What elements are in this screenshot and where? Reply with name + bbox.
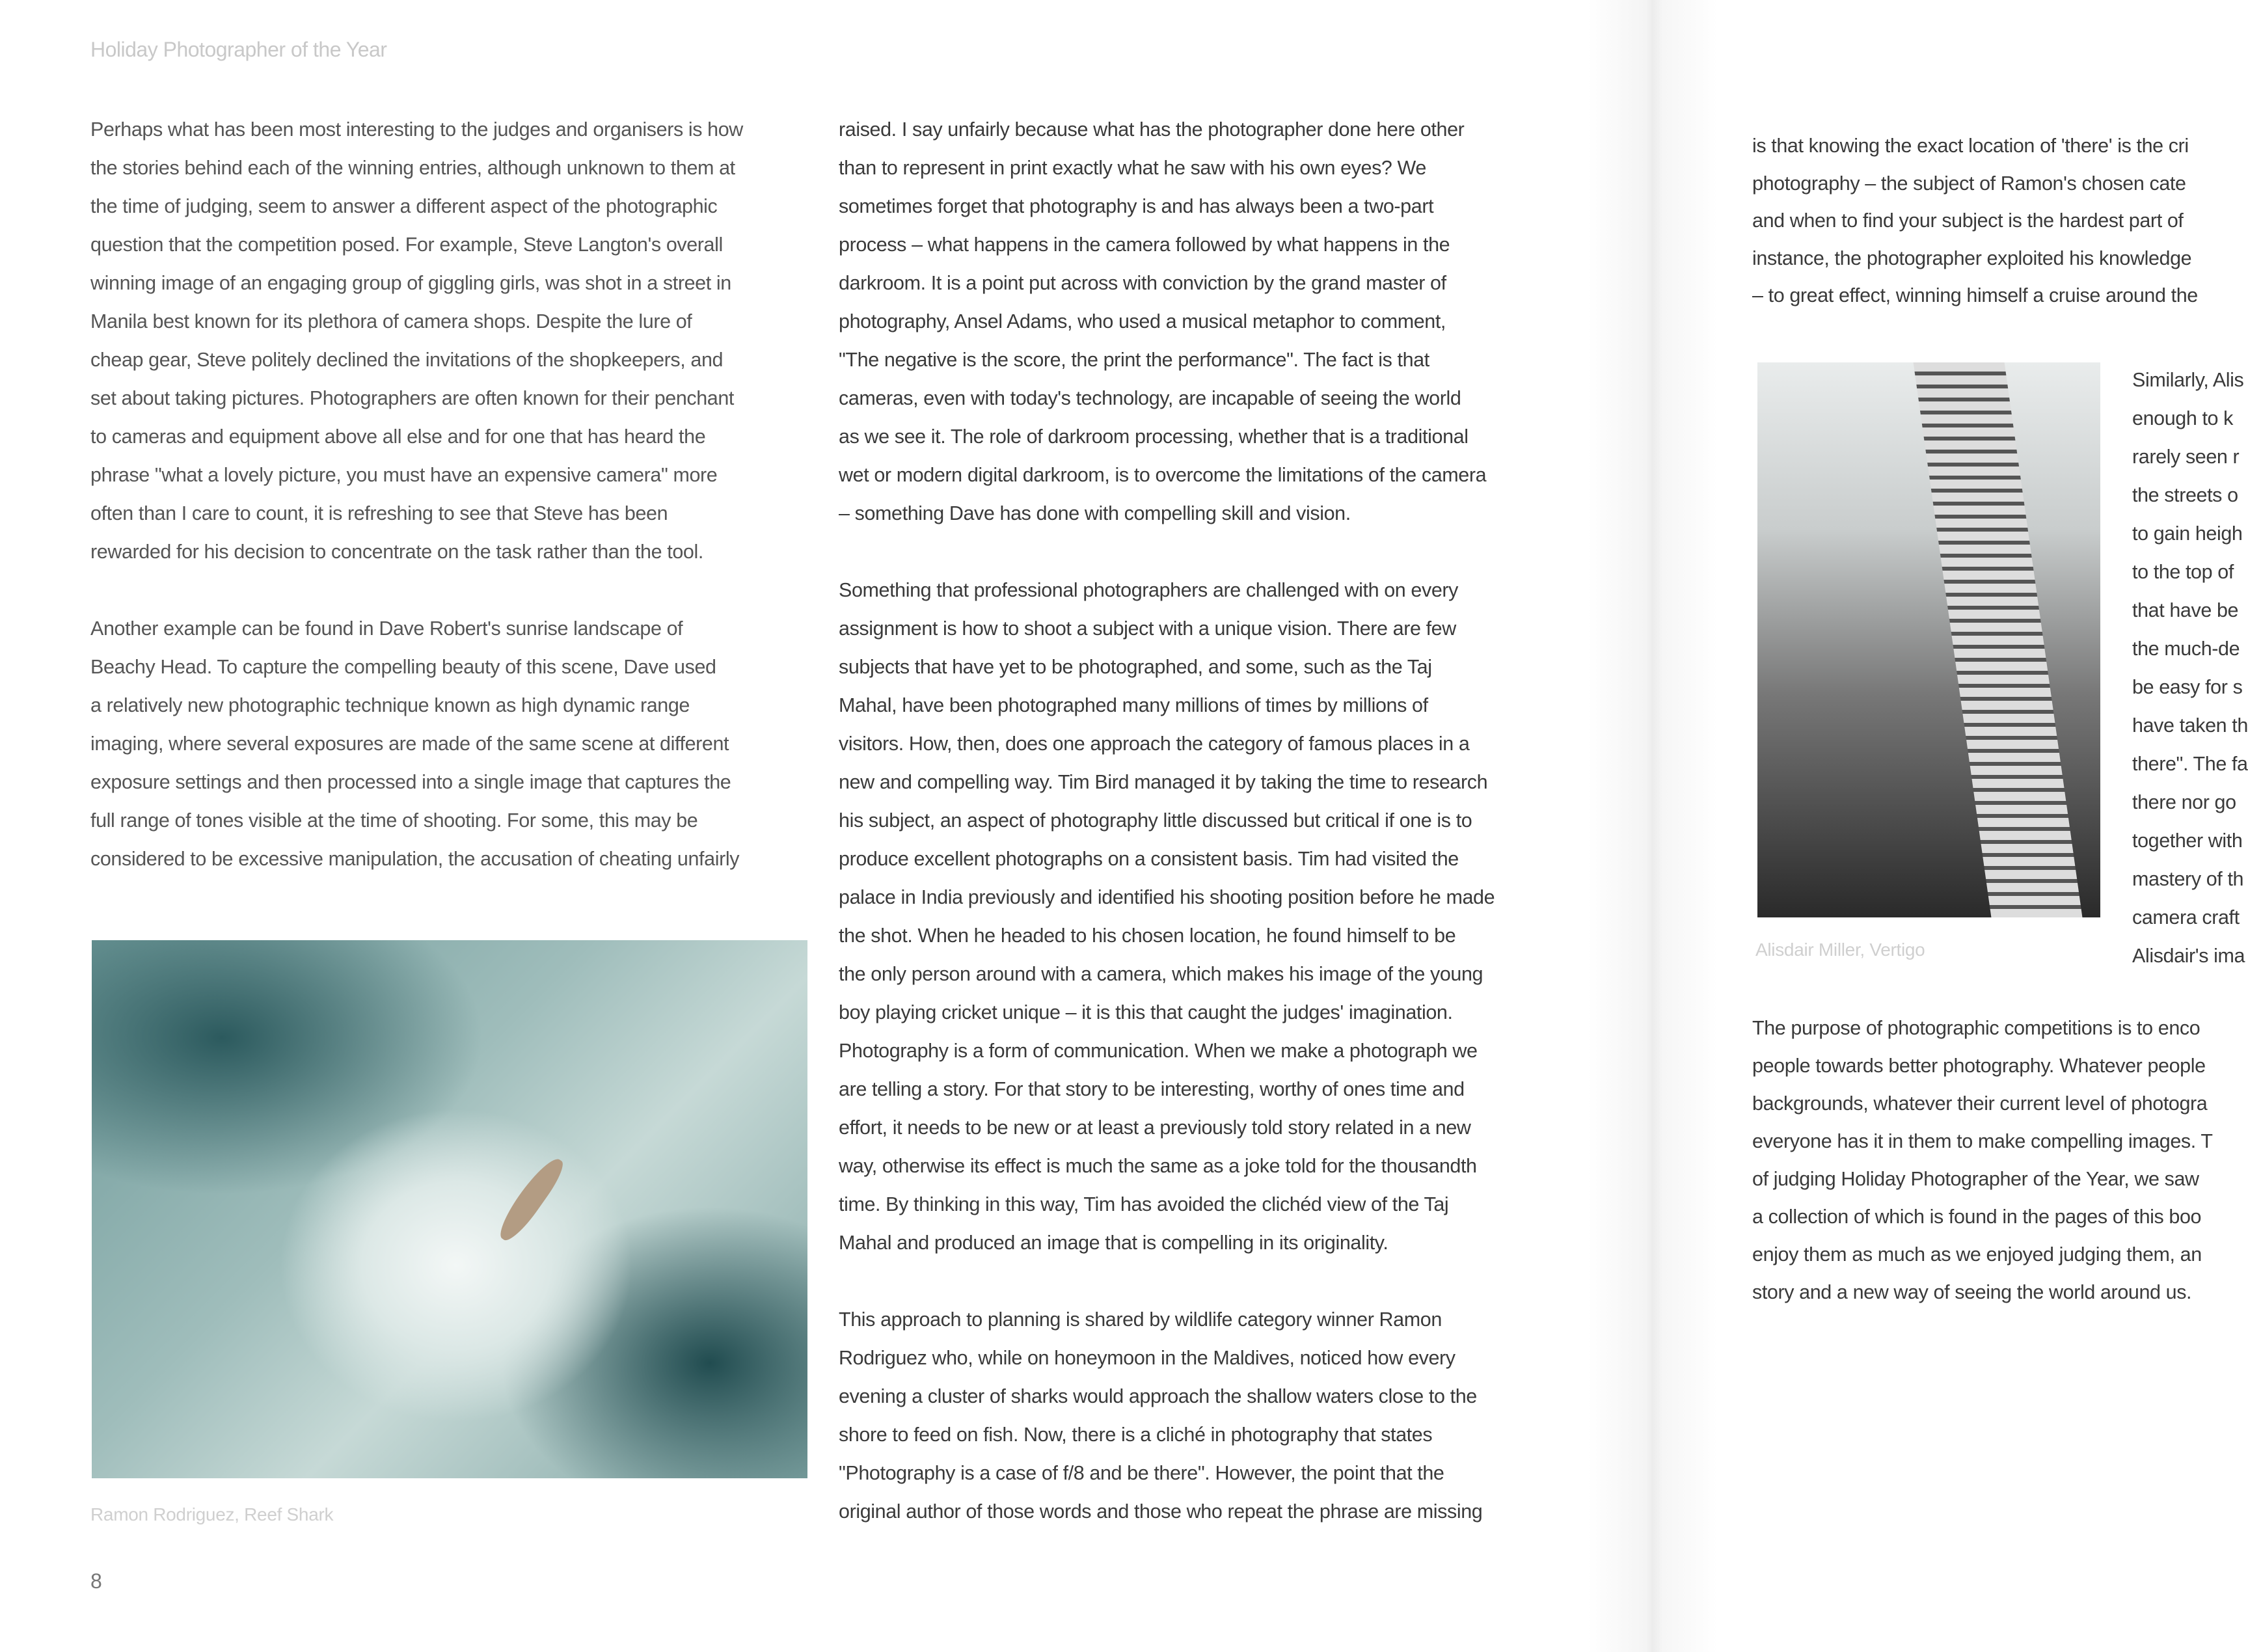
text-line: the stories behind each of the winning entries, although unknown to them at <box>90 157 735 179</box>
text-line: darkroom. It is a point put across with conviction by the grand master of <box>839 272 1446 294</box>
text-line: Another example can be found in Dave Robert's sunrise landscape of <box>90 617 683 640</box>
text-line: Similarly, Alis <box>2132 369 2244 391</box>
text-line: shore to feed on fish. Now, there is a cliché in photography that states <box>839 1424 1433 1446</box>
text-line: backgrounds, whatever their current level of photogra <box>1752 1092 2208 1115</box>
text-line: imaging, where several exposures are made of the same scene at different <box>90 733 729 755</box>
text-line: set about taking pictures. Photographers are often known for their penchant <box>90 387 734 409</box>
text-line: be easy for s <box>2132 676 2243 698</box>
left-column-2 <box>839 111 1567 1531</box>
text-line: there". The fa <box>2132 753 2248 775</box>
text-line: together with <box>2132 830 2243 852</box>
text-line: to cameras and equipment above all else and for one that has heard the <box>90 426 706 448</box>
text-line: Mahal, have been photographed many millions of times by millions of <box>839 694 1428 716</box>
right-wrap-column <box>2132 361 2248 975</box>
text-line: a collection of which is found in the pages of this boo <box>1752 1206 2202 1228</box>
shark-photo-caption: Ramon Rodriguez, Reef Shark <box>90 1504 334 1524</box>
text-line: instance, the photographer exploited his knowledge <box>1752 247 2192 269</box>
text-line: winning image of an engaging group of giggling girls, was shot in a street in <box>90 272 731 294</box>
left-column-1 <box>90 111 813 878</box>
text-line: boy playing cricket unique – it is this that caught the judges' imagination. <box>839 1001 1453 1023</box>
text-line: are telling a story. For that story to be interesting, worthy of ones time and <box>839 1078 1465 1100</box>
text-line: This approach to planning is shared by wildlife category winner Ramon <box>839 1308 1442 1331</box>
text-line: a relatively new photographic technique known as high dynamic range <box>90 694 690 716</box>
text-line: "Photography is a case of f/8 and be there". However, the point that the <box>839 1462 1444 1484</box>
text-line: is that knowing the exact location of 'there' is the cri <box>1752 135 2189 157</box>
vertigo-photo-caption: Alisdair Miller, Vertigo <box>1755 940 1925 960</box>
text-line: enough to k <box>2132 407 2234 429</box>
text-line: Perhaps what has been most interesting to the judges and organisers is how <box>90 118 743 141</box>
text-line: new and compelling way. Tim Bird managed it by taking the time to research <box>839 771 1488 793</box>
text-line: time. By thinking in this way, Tim has avoided the clichéd view of the Taj <box>839 1193 1449 1215</box>
text-line: evening a cluster of sharks would approach the shallow waters close to the <box>839 1385 1477 1407</box>
text-line: rewarded for his decision to concentrate on the task rather than the tool. <box>90 541 703 563</box>
text-line: everyone has it in them to make compelling images. T <box>1752 1130 2213 1152</box>
text-line: phrase "what a lovely picture, you must have an expensive camera" more <box>90 464 718 486</box>
text-line: have taken th <box>2132 714 2248 737</box>
text-line: Mahal and produced an image that is compelling in its originality. <box>839 1232 1388 1254</box>
vertigo-photo <box>1757 362 2100 917</box>
text-line: – to great effect, winning himself a cruise around the <box>1752 284 2198 306</box>
text-line: full range of tones visible at the time of shooting. For some, this may be <box>90 809 698 832</box>
shark-figure <box>493 1152 569 1246</box>
text-line: subjects that have yet to be photographed, and some, such as the Taj <box>839 656 1432 678</box>
text-line: often than I care to count, it is refreshing to see that Steve has been <box>90 502 668 524</box>
text-line: of judging Holiday Photographer of the Year, we saw <box>1752 1168 2199 1190</box>
text-line: process – what happens in the camera followed by what happens in the <box>839 234 1450 256</box>
text-line: Manila best known for its plethora of camera shops. Despite the lure of <box>90 310 692 332</box>
text-line: palace in India previously and identified his shooting position before he made <box>839 886 1495 908</box>
text-line: camera craft <box>2132 906 2240 928</box>
text-line: raised. I say unfairly because what has the photographer done here other <box>839 118 1465 141</box>
text-line: cheap gear, Steve politely declined the invitations of the shopkeepers, and <box>90 349 724 371</box>
text-line: his subject, an aspect of photography little discussed but critical if one is to <box>839 809 1472 832</box>
text-line: effort, it needs to be new or at least a previously told story related in a new <box>839 1117 1471 1139</box>
text-line: cameras, even with today's technology, are incapable of seeing the world <box>839 387 1461 409</box>
text-line: – something Dave has done with compelling skill and vision. <box>839 502 1351 524</box>
skyscraper-figure <box>1912 362 2085 917</box>
text-line: and when to find your subject is the hardest part of <box>1752 210 2184 232</box>
text-line: wet or modern digital darkroom, is to overcome the limitations of the camera <box>839 464 1487 486</box>
text-line: Something that professional photographers are challenged with on every <box>839 579 1459 601</box>
text-line: the streets o <box>2132 484 2238 506</box>
reef-shark-photo <box>92 940 807 1478</box>
text-line: exposure settings and then processed into a single image that captures the <box>90 771 731 793</box>
text-line: produce excellent photographs on a consistent basis. Tim had visited the <box>839 848 1459 870</box>
text-line: visitors. How, then, does one approach the category of famous places in a <box>839 733 1470 755</box>
paragraph-break <box>839 1262 1567 1301</box>
right-column-top <box>1752 128 2248 315</box>
text-line: question that the competition posed. For example, Steve Langton's overall <box>90 234 723 256</box>
text-line: the time of judging, seem to answer a different aspect of the photographic <box>90 195 718 217</box>
text-line: photography – the subject of Ramon's chosen cate <box>1752 172 2186 195</box>
text-line: enjoy them as much as we enjoyed judging them, an <box>1752 1243 2202 1266</box>
text-line: the only person around with a camera, which makes his image of the young <box>839 963 1483 985</box>
text-line: Beachy Head. To capture the compelling beauty of this scene, Dave used <box>90 656 716 678</box>
text-line: original author of those words and those who repeat the phrase are missing <box>839 1500 1483 1523</box>
text-line: the much-de <box>2132 638 2240 660</box>
text-line: the shot. When he headed to his chosen location, he found himself to be <box>839 925 1456 947</box>
right-column-bottom <box>1752 1009 2248 1311</box>
running-head: Holiday Photographer of the Year <box>90 38 387 61</box>
text-line: Photography is a form of communication. When we make a photograph we <box>839 1040 1478 1062</box>
text-line: than to represent in print exactly what he saw with his own eyes? We <box>839 157 1426 179</box>
paragraph-break <box>839 533 1567 571</box>
text-line: assignment is how to shoot a subject with a unique vision. There are few <box>839 617 1456 640</box>
text-line: to the top of <box>2132 561 2234 583</box>
text-line: to gain heigh <box>2132 522 2243 545</box>
text-line: The purpose of photographic competitions is to enco <box>1752 1017 2201 1039</box>
text-line: mastery of th <box>2132 868 2244 890</box>
text-line: rarely seen r <box>2132 446 2240 468</box>
text-line: sometimes forget that photography is and has always been a two-part <box>839 195 1434 217</box>
text-line: way, otherwise its effect is much the same as a joke told for the thousandth <box>839 1155 1477 1177</box>
text-line: Alisdair's ima <box>2132 945 2245 967</box>
paragraph-break <box>90 571 813 610</box>
text-line: as we see it. The role of darkroom processing, whether that is a traditional <box>839 426 1469 448</box>
text-line: people towards better photography. Whatever people <box>1752 1055 2206 1077</box>
text-line: Rodriguez who, while on honeymoon in the Maldives, noticed how every <box>839 1347 1456 1369</box>
text-line: there nor go <box>2132 791 2236 813</box>
page-gutter <box>1588 0 1718 1652</box>
text-line: that have be <box>2132 599 2239 621</box>
page-number: 8 <box>90 1569 102 1593</box>
text-line: considered to be excessive manipulation, the accusation of cheating unfairly <box>90 848 740 870</box>
text-line: story and a new way of seeing the world around us. <box>1752 1281 2192 1303</box>
text-line: photography, Ansel Adams, who used a musical metaphor to comment, <box>839 310 1446 332</box>
text-line: "The negative is the score, the print the performance". The fact is that <box>839 349 1429 371</box>
